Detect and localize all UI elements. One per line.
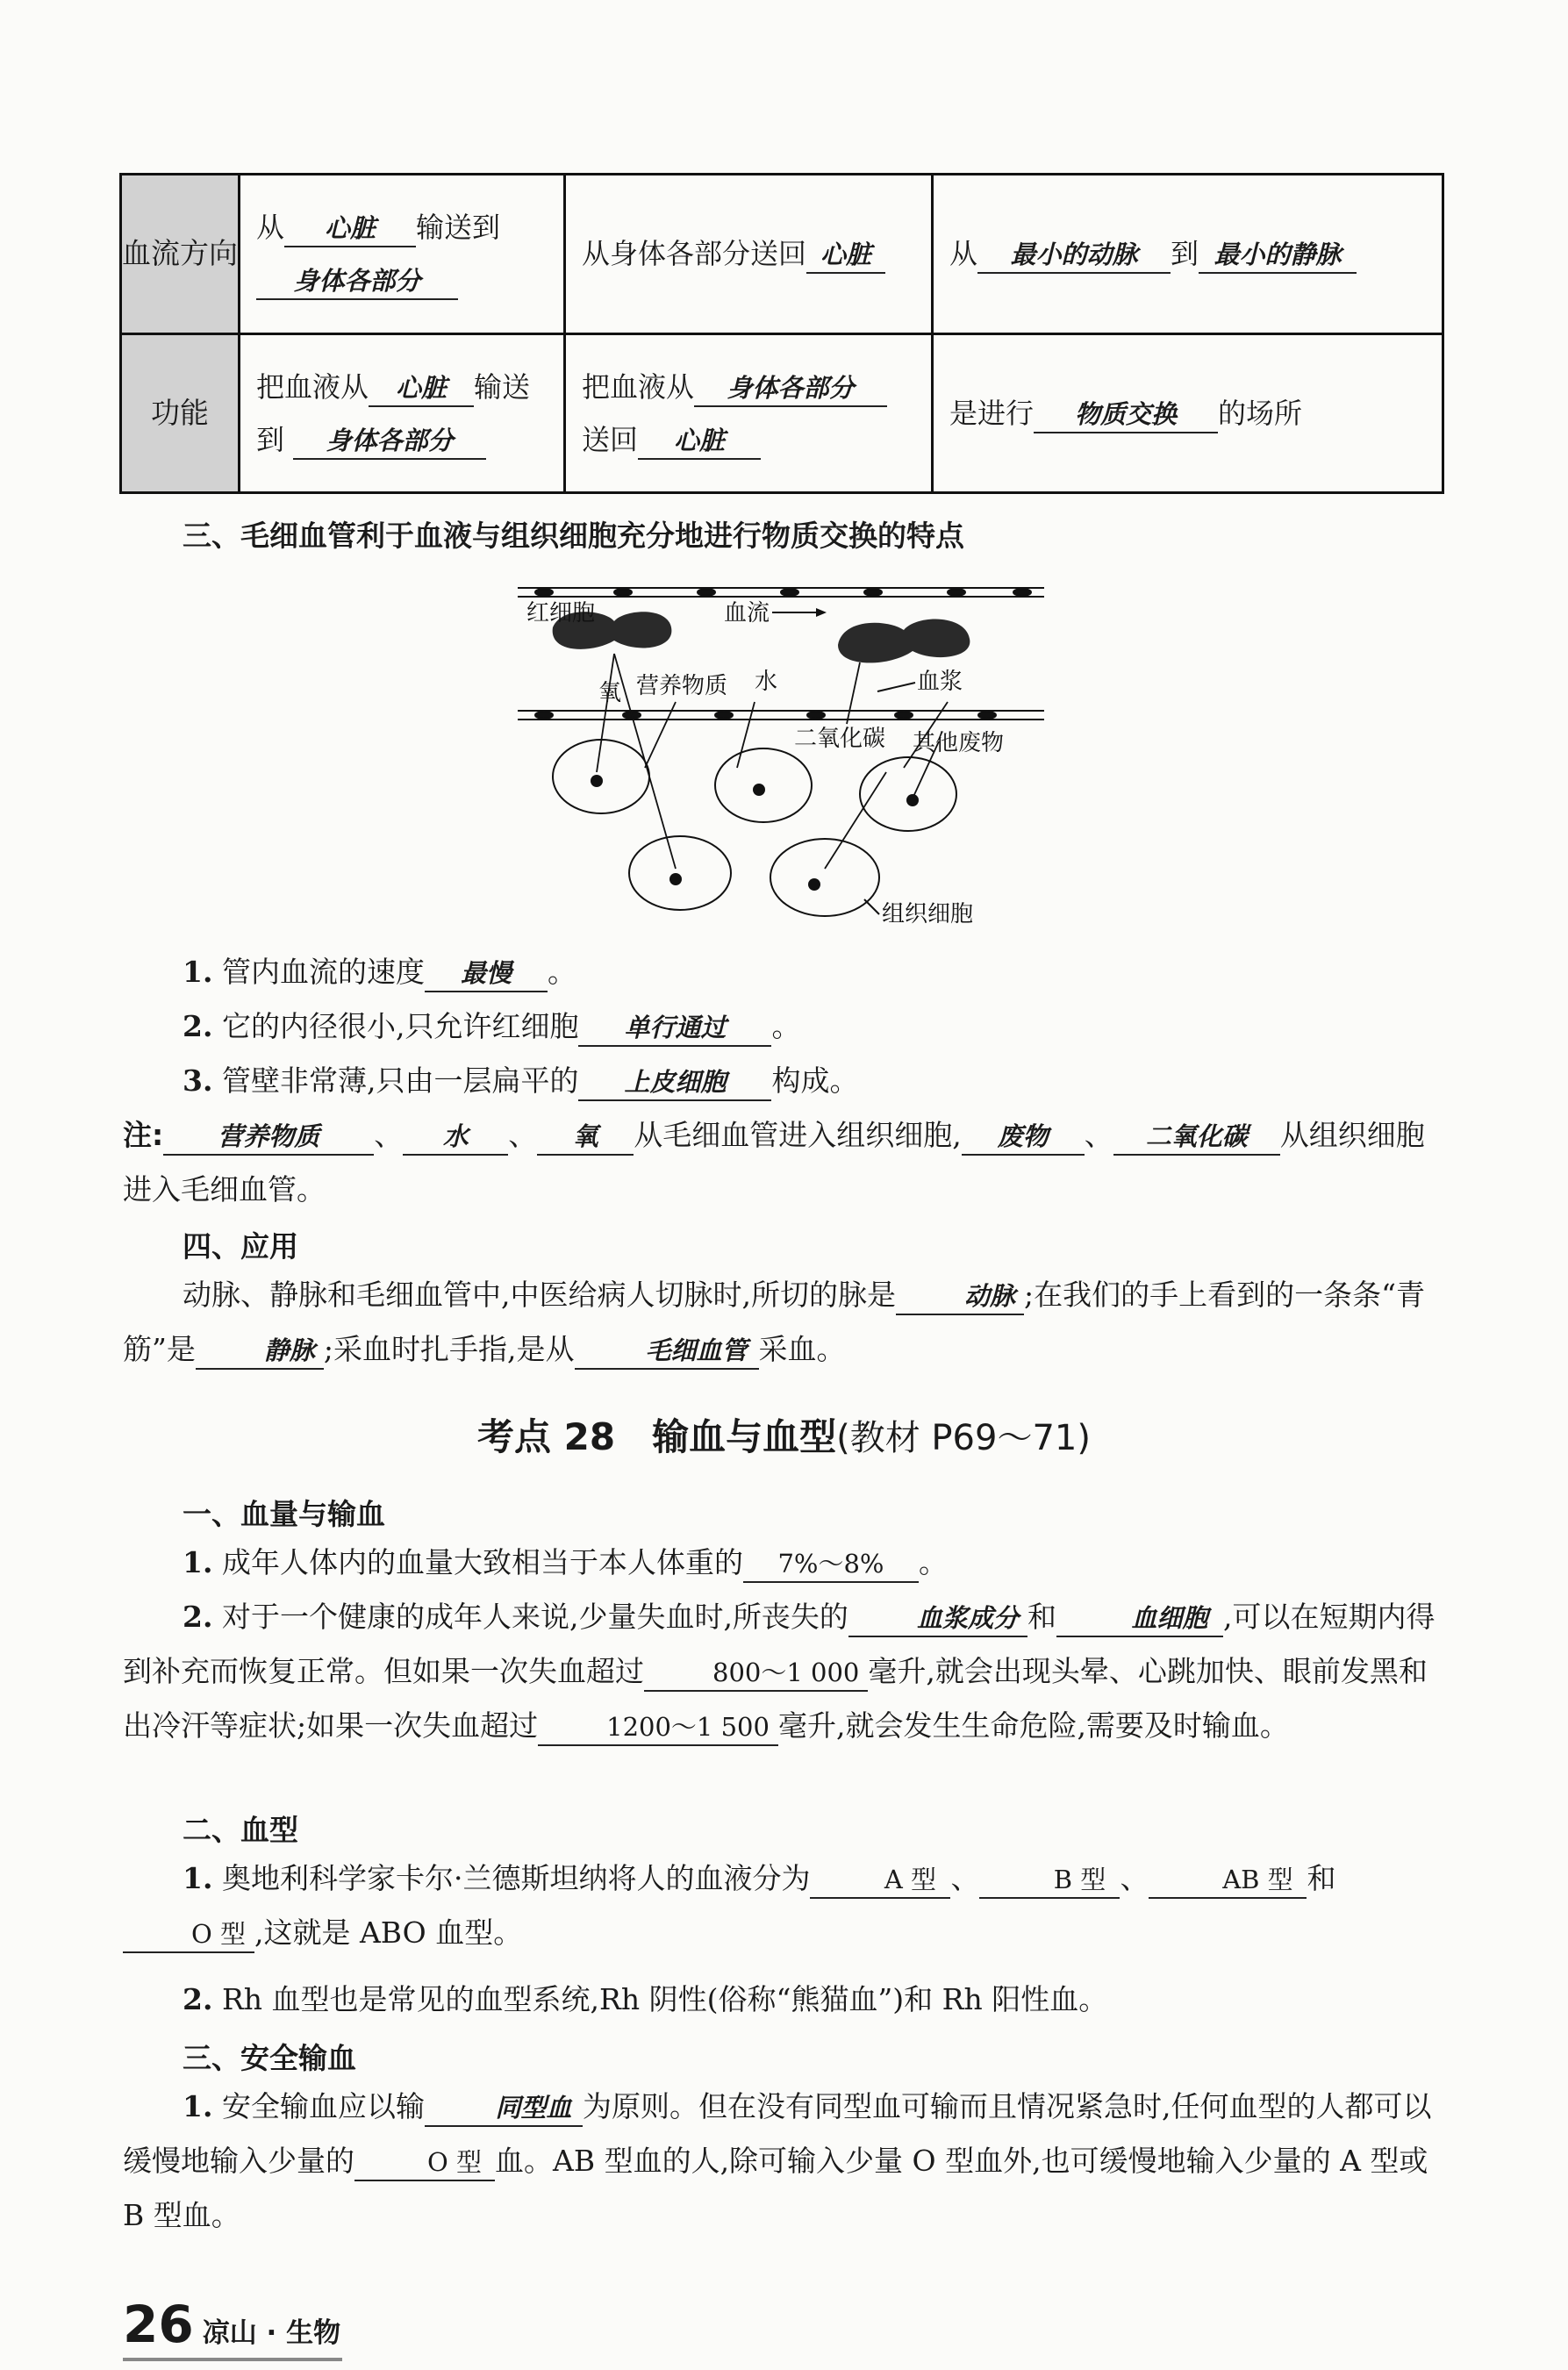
- item-text: 成年人体内的血量大致相当于本人体重的: [221, 1545, 743, 1579]
- vein-cell: [565, 175, 933, 334]
- item-text: 构成。: [771, 1063, 859, 1098]
- topic-title: [0, 1408, 1568, 1461]
- answer-blank: 心脏: [284, 211, 416, 247]
- cell-text: 把血液从: [582, 369, 695, 404]
- answer-blank: O 型: [354, 2144, 495, 2181]
- capillary-cell: [933, 333, 1443, 493]
- answer-blank: 同型血: [425, 2090, 583, 2127]
- item-text: 毫升,就会发生生命危险,需要及时输血。: [777, 1708, 1289, 1743]
- plasma-pointer: [877, 683, 915, 691]
- artery-cell: [240, 333, 565, 493]
- label-co2: 二氧化碳: [794, 726, 886, 752]
- answer-blank: 最慢: [425, 956, 548, 992]
- artery-cell: [240, 175, 565, 334]
- answer-blank: 静脉: [196, 1333, 324, 1370]
- list-item: [123, 1590, 1448, 1753]
- note-label: 注:: [123, 1118, 164, 1152]
- label-tissue-cell: 组织细胞: [882, 901, 974, 927]
- item-number: 3.: [183, 1063, 213, 1098]
- answer-blank: 身体各部分: [293, 423, 486, 460]
- note-text: 、: [508, 1118, 538, 1152]
- label-plasma: 血浆: [917, 669, 963, 695]
- answer-blank: A 型: [810, 1862, 950, 1899]
- list-item: [183, 1973, 1448, 2027]
- label-other-waste: 其他废物: [913, 730, 1005, 756]
- cell-text: 是进行: [949, 396, 1035, 430]
- label-red-cell: 红细胞: [526, 600, 596, 627]
- answer-blank: 血浆成分: [848, 1600, 1027, 1637]
- answer-blank: 水: [403, 1119, 508, 1156]
- answer-blank: 毛细血管: [575, 1333, 759, 1370]
- answer-blank: 7%～8%: [743, 1546, 919, 1583]
- vein-cell: [565, 333, 933, 493]
- item-text: 为原则。但在没有同型血可输而且情况紧急时,任何血型的人都可以缓慢地输入少量的: [123, 2089, 1432, 2178]
- item-text: Rh 血型也是常见的血型系统,Rh 阴性(俗称“熊猫血”)和 Rh 阳性血。: [221, 1982, 1108, 2016]
- application-paragraph: [123, 1268, 1448, 1377]
- label-blood-flow: 血流: [724, 600, 770, 627]
- note-text: 从毛细血管进入组织细胞,: [634, 1118, 962, 1152]
- label-oxygen: 氧: [598, 680, 622, 706]
- list-item: [183, 1054, 1448, 1108]
- item-number: 1.: [183, 955, 213, 989]
- topic-subtitle: (教材 P69～71): [836, 1418, 1091, 1458]
- section-heading: 四、应用: [183, 1229, 298, 1264]
- answer-blank: 身体各部分: [694, 370, 887, 407]
- section-heading: 一、血量与输血: [183, 1497, 385, 1531]
- item-text: 和: [1307, 1861, 1336, 1895]
- table-row: [121, 333, 1443, 493]
- cell-text: 输送到: [416, 211, 501, 245]
- item-number: 2.: [183, 1009, 213, 1043]
- cell-text: 从: [256, 211, 285, 245]
- capillary-exchange-diagram: [491, 570, 1070, 930]
- answer-blank: 最小的静脉: [1199, 237, 1357, 274]
- cell-text: 的场所: [1218, 396, 1303, 430]
- cell-text: 把血液从: [256, 369, 369, 404]
- answer-blank: AB 型: [1149, 1862, 1307, 1899]
- list-item: [183, 945, 1448, 999]
- item-text: ,这就是 ABO 血型。: [254, 1915, 523, 1950]
- tissue-cells: [553, 740, 956, 916]
- answer-blank: 二氧化碳: [1113, 1119, 1280, 1156]
- item-text: 。: [918, 1545, 948, 1579]
- tissue-cell-pointer: [864, 899, 879, 914]
- item-text: 毫升,就会出现头晕、心跳加快、眼前发黑和出冷汗等症状;如果一次失血超过: [123, 1654, 1428, 1743]
- para-text: ;采血时扎手指,是从: [323, 1332, 575, 1366]
- blood-flow-arrowhead: [816, 608, 827, 617]
- para-text: 动脉、静脉和毛细血管中,中医给病人切脉时,所切的脉是: [183, 1278, 896, 1312]
- topic-title-text: 考点 28 输血与血型: [477, 1415, 837, 1458]
- book-title: 凉山 · 生物: [202, 2317, 341, 2349]
- footer-rule: [123, 2358, 342, 2361]
- note-text: 、: [374, 1118, 404, 1152]
- label-water: 水: [755, 669, 778, 695]
- cell-text: 从身体各部分送回: [582, 237, 807, 271]
- answer-blank: 最小的动脉: [977, 237, 1171, 274]
- cell-text: 到: [1171, 237, 1199, 271]
- item-text: 它的内径很小,只允许红细胞: [221, 1009, 579, 1043]
- section-heading: 二、血型: [183, 1813, 298, 1847]
- answer-blank: 心脏: [369, 370, 474, 407]
- table-row: [121, 175, 1443, 334]
- item-text: 和: [1027, 1600, 1056, 1634]
- list-item: [123, 2080, 1448, 2243]
- capillary-wall-bottom: [518, 711, 1044, 720]
- answer-blank: 心脏: [806, 237, 885, 274]
- list-item: [183, 999, 1448, 1054]
- answer-blank: 上皮细胞: [578, 1064, 771, 1101]
- item-text: ,可以在短期内得到补充而恢复正常。但如果一次失血超过: [123, 1600, 1436, 1688]
- page-footer: [123, 2295, 340, 2354]
- item-text: 。: [771, 1009, 801, 1043]
- row-header: 功能: [121, 333, 240, 493]
- red-blood-cell-shape: [838, 619, 970, 663]
- item-text: 管壁非常薄,只由一层扁平的: [221, 1063, 579, 1098]
- item-text: 管内血流的速度: [221, 955, 425, 989]
- list-item: [183, 1536, 1448, 1590]
- item-number: 1.: [183, 2089, 213, 2123]
- cell-nuclei: [591, 775, 919, 891]
- answer-blank: 物质交换: [1034, 397, 1218, 433]
- answer-blank: 1200～1 500: [538, 1709, 778, 1746]
- answer-blank: 废物: [962, 1119, 1085, 1156]
- item-number: 2.: [183, 1982, 213, 2016]
- item-text: 安全输血应以输: [221, 2089, 425, 2123]
- vessel-comparison-table: [119, 173, 1444, 494]
- item-number: 2.: [183, 1600, 213, 1634]
- capillary-cell: [933, 175, 1443, 334]
- answer-blank: 氧: [537, 1119, 634, 1156]
- answer-blank: 血细胞: [1056, 1600, 1223, 1637]
- row-header: 血流方向: [121, 175, 240, 334]
- answer-blank: 营养物质: [163, 1119, 374, 1156]
- list-item: [123, 1851, 1448, 1960]
- note-text: 、: [1084, 1118, 1113, 1152]
- item-text: 血。AB 型血的人,除可输入少量 O 型血外,也可缓慢地输入少量的 A 型或 B 型血。: [123, 2144, 1428, 2232]
- item-text: 。: [547, 955, 576, 989]
- cell-text: 输送到: [256, 369, 531, 456]
- para-text: 采血。: [758, 1332, 846, 1366]
- note-text: 从组织细胞进入毛细血管。: [123, 1118, 1425, 1206]
- answer-blank: 动脉: [896, 1278, 1024, 1315]
- section-heading: 三、安全输血: [183, 2041, 356, 2075]
- page-number: 26: [123, 2295, 194, 2354]
- label-nutrients: 营养物质: [636, 673, 728, 699]
- cell-text: 送回: [582, 422, 639, 456]
- item-text: 、: [1120, 1861, 1149, 1895]
- item-number: 1.: [183, 1861, 213, 1895]
- note-paragraph: [123, 1108, 1448, 1217]
- item-number: 1.: [183, 1545, 213, 1579]
- para-text: ;在我们的手上看到的一条条“青筋”是: [123, 1278, 1425, 1366]
- item-text: 对于一个健康的成年人来说,少量失血时,所丧失的: [221, 1600, 848, 1634]
- answer-blank: 单行通过: [578, 1010, 771, 1047]
- capillary-wall-top: [518, 588, 1044, 597]
- answer-blank: 800～1 000: [644, 1655, 868, 1692]
- answer-blank: 心脏: [638, 423, 761, 460]
- item-text: 奥地利科学家卡尔·兰德斯坦纳将人的血液分为: [221, 1861, 811, 1895]
- item-text: 、: [950, 1861, 980, 1895]
- cell-text: 从: [949, 237, 978, 271]
- answer-blank: 身体各部分: [256, 263, 458, 300]
- answer-blank: O 型: [123, 1916, 254, 1953]
- section-heading: 三、毛细血管利于血液与组织细胞充分地进行物质交换的特点: [183, 519, 964, 553]
- answer-blank: B 型: [979, 1862, 1120, 1899]
